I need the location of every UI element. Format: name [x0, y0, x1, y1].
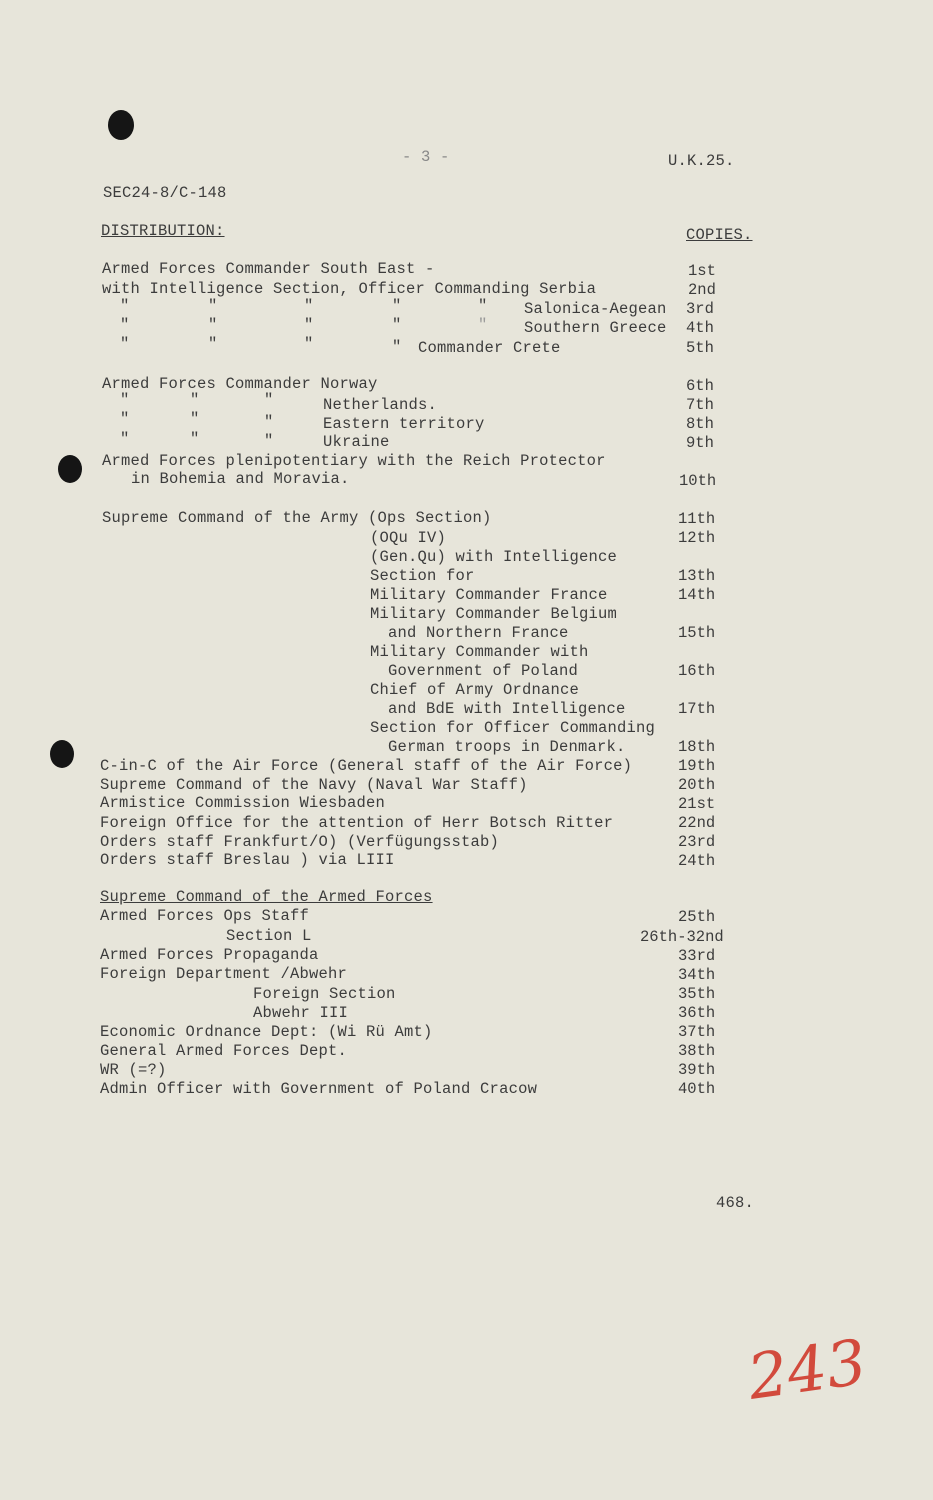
ditto-mark: "	[120, 335, 130, 353]
ditto-mark: "	[264, 413, 274, 431]
distribution-line: Netherlands.	[323, 396, 438, 414]
ditto-mark: "	[392, 297, 402, 315]
copy-number: 22nd	[678, 814, 716, 832]
section-heading: Supreme Command of the Armed Forces	[100, 888, 433, 906]
distribution-line: in Bohemia and Moravia.	[131, 470, 350, 488]
copy-number: 25th	[678, 908, 716, 926]
ditto-mark: "	[264, 391, 274, 409]
copy-number: 35th	[678, 985, 716, 1003]
punch-hole-middle	[58, 455, 82, 483]
copy-number: 14th	[678, 586, 716, 604]
ditto-mark: "	[208, 316, 218, 334]
copy-number: 9th	[686, 434, 714, 452]
copy-number: 16th	[678, 662, 716, 680]
copy-number: 4th	[686, 319, 714, 337]
ditto-mark: "	[190, 410, 200, 428]
distribution-line: Section L	[226, 927, 312, 945]
distribution-line: Section for Officer Commanding	[370, 719, 656, 737]
distribution-line: Military Commander France	[370, 586, 608, 604]
copy-number: 11th	[678, 510, 716, 528]
copy-number: 33rd	[678, 947, 716, 965]
ditto-mark: "	[392, 316, 402, 334]
ditto-mark: "	[190, 391, 200, 409]
page-number: - 3 -	[402, 148, 450, 166]
distribution-line: Orders staff Breslau ) via LIII	[100, 851, 395, 869]
distribution-line: Armed Forces Commander South East -	[102, 260, 435, 278]
ditto-mark: "	[120, 297, 130, 315]
distribution-line: (OQu IV)	[370, 529, 447, 547]
distribution-line: and BdE with Intelligence	[388, 700, 626, 718]
distribution-line: Abwehr III	[253, 1004, 349, 1022]
ditto-mark: "	[304, 335, 314, 353]
ditto-mark: "	[304, 297, 314, 315]
distribution-line: Armed Forces Commander Norway	[102, 375, 378, 393]
ditto-mark: "	[190, 430, 200, 448]
copy-number: 17th	[678, 700, 716, 718]
ditto-mark: "	[478, 316, 488, 334]
distribution-line: Section for	[370, 567, 475, 585]
ditto-mark: "	[304, 316, 314, 334]
distribution-line: Armistice Commission Wiesbaden	[100, 794, 386, 812]
copy-number: 37th	[678, 1023, 716, 1041]
copy-number: 18th	[678, 738, 716, 756]
copy-number: 1st	[688, 262, 716, 280]
copy-number: 19th	[678, 757, 716, 775]
copy-number: 20th	[678, 776, 716, 794]
distribution-line: General Armed Forces Dept.	[100, 1042, 348, 1060]
distribution-line: C-in-C of the Air Force (General staff of the Air Force)	[100, 757, 633, 775]
copy-number: 26th-32nd	[640, 928, 724, 946]
copy-number: 3rd	[686, 300, 714, 318]
ditto-mark: "	[120, 316, 130, 334]
copy-number: 2nd	[688, 281, 716, 299]
copy-number: 12th	[678, 529, 716, 547]
ditto-mark: "	[208, 297, 218, 315]
copy-number: 34th	[678, 966, 716, 984]
distribution-line: WR (=?)	[100, 1061, 167, 1079]
handwritten-page-number: 243	[743, 1325, 871, 1414]
distribution-line: Foreign Office for the attention of Herr Botsch Ritter	[100, 814, 614, 832]
distribution-line: German troops in Denmark.	[388, 738, 626, 756]
distribution-line: Salonica-Aegean	[524, 300, 667, 318]
ditto-mark: "	[392, 338, 402, 356]
distribution-line: Chief of Army Ordnance	[370, 681, 580, 699]
distribution-line: Supreme Command of the Army (Ops Section)	[102, 509, 492, 527]
punch-hole-top	[108, 110, 134, 140]
copy-number: 15th	[678, 624, 716, 642]
distribution-line: Commander Crete	[418, 339, 561, 357]
copy-number: 39th	[678, 1061, 716, 1079]
distribution-line: Armed Forces plenipotentiary with the Reich Protector	[102, 452, 606, 470]
copy-number: 13th	[678, 567, 716, 585]
distribution-line: and Northern France	[388, 624, 569, 642]
copy-number: 40th	[678, 1080, 716, 1098]
distribution-line: Supreme Command of the Navy (Naval War Staff)	[100, 776, 528, 794]
distribution-line: Military Commander with	[370, 643, 589, 661]
distribution-line: with Intelligence Section, Officer Commanding Serbia	[102, 280, 597, 298]
copy-number: 36th	[678, 1004, 716, 1022]
copy-number: 6th	[686, 377, 714, 395]
ditto-mark: "	[120, 410, 130, 428]
copy-number: 24th	[678, 852, 716, 870]
copy-number: 5th	[686, 339, 714, 357]
ditto-mark: "	[120, 391, 130, 409]
distribution-line: Ukraine	[323, 433, 390, 451]
distribution-line: Armed Forces Ops Staff	[100, 907, 310, 925]
copy-number: 23rd	[678, 833, 716, 851]
ditto-mark: "	[478, 297, 488, 315]
copy-number: 10th	[679, 472, 717, 490]
document-code: U.K.25.	[668, 152, 735, 170]
distribution-line: Foreign Department /Abwehr	[100, 965, 348, 983]
ditto-mark: "	[120, 430, 130, 448]
distribution-heading: DISTRIBUTION:	[101, 222, 225, 240]
folio-number: 468.	[716, 1194, 755, 1212]
distribution-line: Armed Forces Propaganda	[100, 946, 319, 964]
copy-number: 38th	[678, 1042, 716, 1060]
distribution-line: Economic Ordnance Dept: (Wi Rü Amt)	[100, 1023, 433, 1041]
distribution-line: Eastern territory	[323, 415, 485, 433]
copy-number: 7th	[686, 396, 714, 414]
copy-number: 8th	[686, 415, 714, 433]
distribution-line: Orders staff Frankfurt/O) (Verfügungsstab)	[100, 833, 500, 851]
distribution-line: Admin Officer with Government of Poland Cracow	[100, 1080, 538, 1098]
ditto-mark: "	[264, 432, 274, 450]
punch-hole-lower	[50, 740, 74, 768]
distribution-line: Southern Greece	[524, 319, 667, 337]
copies-heading: COPIES.	[686, 226, 753, 244]
document-reference: SEC24-8/C-148	[103, 184, 227, 202]
distribution-line: Government of Poland	[388, 662, 579, 680]
copy-number: 21st	[678, 795, 716, 813]
distribution-line: Foreign Section	[253, 985, 396, 1003]
distribution-line: (Gen.Qu) with Intelligence	[370, 548, 618, 566]
ditto-mark: "	[208, 335, 218, 353]
distribution-line: Military Commander Belgium	[370, 605, 618, 623]
